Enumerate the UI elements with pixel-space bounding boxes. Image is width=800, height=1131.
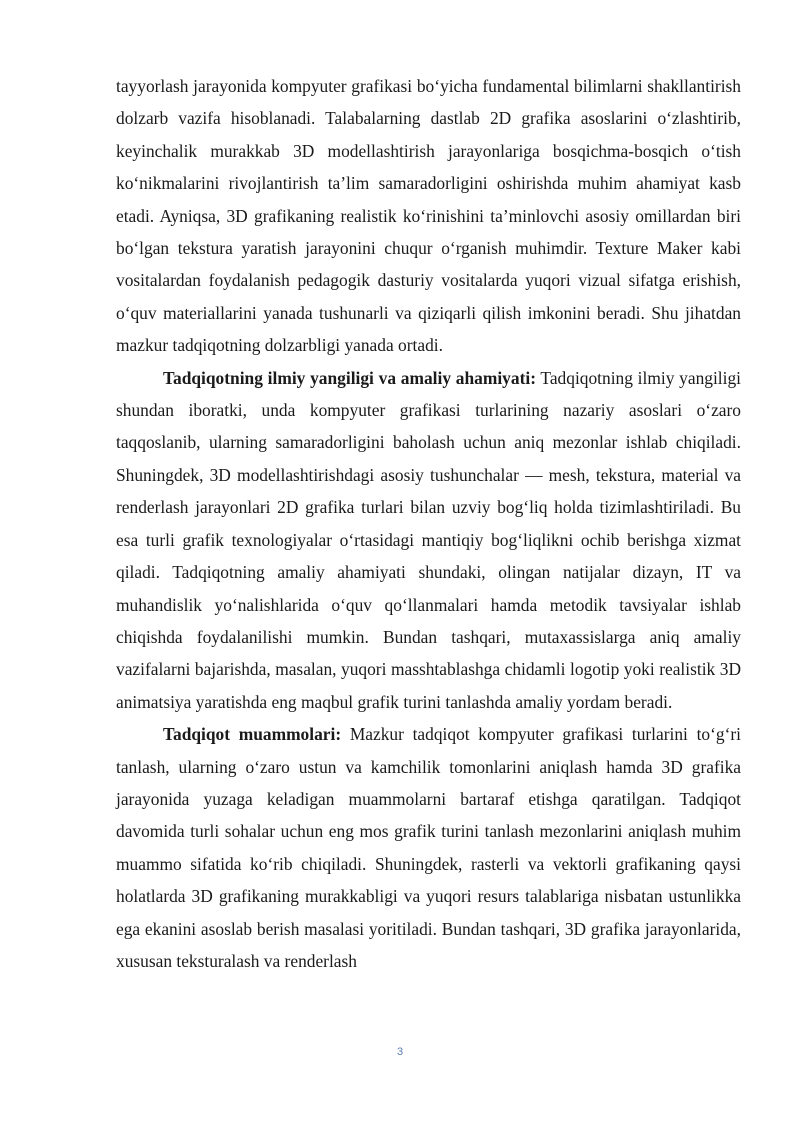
paragraph-relevance-text: tayyorlash jarayonida kompyuter grafikasi bo‘yicha fundamental bilimlarni shakllantirish dolzarb vazifa hisoblanadi. Talabalarning dastlab 2D grafika asoslarini o‘zlashtirib, keyinchalik murakkab 3D modellashtirish jarayonlariga bosqichma-bosqich o‘tish ko‘nikmalarini rivojlantirish ta’lim samaradorligini oshirishda muhim ahamiyat kasb etadi. Ayniqsa, 3D grafikaning realistik ko‘rinishini ta’minlovchi asosiy omillardan biri bo‘lgan tekstura yaratish jarayonini chuqur o‘rganish muhimdir. Texture Maker kabi vositalardan foydalanish pedagogik dasturiy vositalarda yuqori vizual sifatga erishish, o‘quv materiallarini yanada tushunarli va qiziqarli qilish imkonini beradi. Shu jihatdan mazkur tadqiqotning dolzarbligi yanada ortadi. xyxy=(116,76,741,356)
paragraph-novelty-heading: Tadqiqotning ilmiy yangiligi va amaliy ahamiyati: xyxy=(163,367,536,388)
paragraph-relevance xyxy=(116,70,741,362)
paragraph-problems xyxy=(116,718,741,977)
paragraph-novelty xyxy=(116,362,741,718)
body-text xyxy=(116,70,741,977)
page-number: 3 xyxy=(396,1046,404,1058)
paragraph-novelty-text: Tadqiqotning ilmiy yangiligi shundan iboratki, unda kompyuter grafikasi turlarining nazariy asoslari o‘zaro taqqoslanib, ularning samaradorligini baholash uchun aniq mezonlar ishlab chiqiladi. Shuningdek, 3D modellashtirishdagi asosiy tushunchalar — mesh, tekstura, material va renderlash jarayonlari 2D grafika turlari bilan uzviy bog‘liq holda tizimlashtiriladi. Bu esa turli grafik texnologiyalar o‘rtasidagi mantiqiy bog‘liqlikni ochib berishga xizmat qiladi. Tadqiqotning amaliy ahamiyati shundaki, olingan natijalar dizayn, IT va muhandislik yo‘nalishlarida o‘quv qo‘llanmalari hamda metodik tavsiyalar ishlab chiqishda foydalanilishi mumkin. Bundan tashqari, mutaxassislarga aniq amaliy vazifalarni bajarishda, masalan, yuqori masshtablashga chidamli logotip yoki realistik 3D animatsiya yaratishda eng maqbul grafik turini tanlashda amaliy yordam beradi. xyxy=(116,367,741,712)
paragraph-problems-heading: Tadqiqot muammolari: xyxy=(163,724,342,745)
paragraph-problems-text: Mazkur tadqiqot kompyuter grafikasi turlarini to‘g‘ri tanlash, ularning o‘zaro ustun va kamchilik tomonlarini aniqlash hamda 3D grafika jarayonida yuzaga keladigan muammolarni bartaraf etishga qaratilgan. Tadqiqot davomida turli sohalar uchun eng mos grafik turini tanlash mezonlarini aniqlash muhim muammo sifatida ko‘rib chiqiladi. Shuningdek, rasterli va vektorli grafikaning qaysi holatlarda 3D grafikaning murakkabligi va yuqori resurs talablariga nisbatan ustunlikka ega ekanini asoslab berish masalasi yoritiladi. Bundan tashqari, 3D grafika jarayonlarida, xususan teksturalash va renderlash xyxy=(116,724,741,971)
